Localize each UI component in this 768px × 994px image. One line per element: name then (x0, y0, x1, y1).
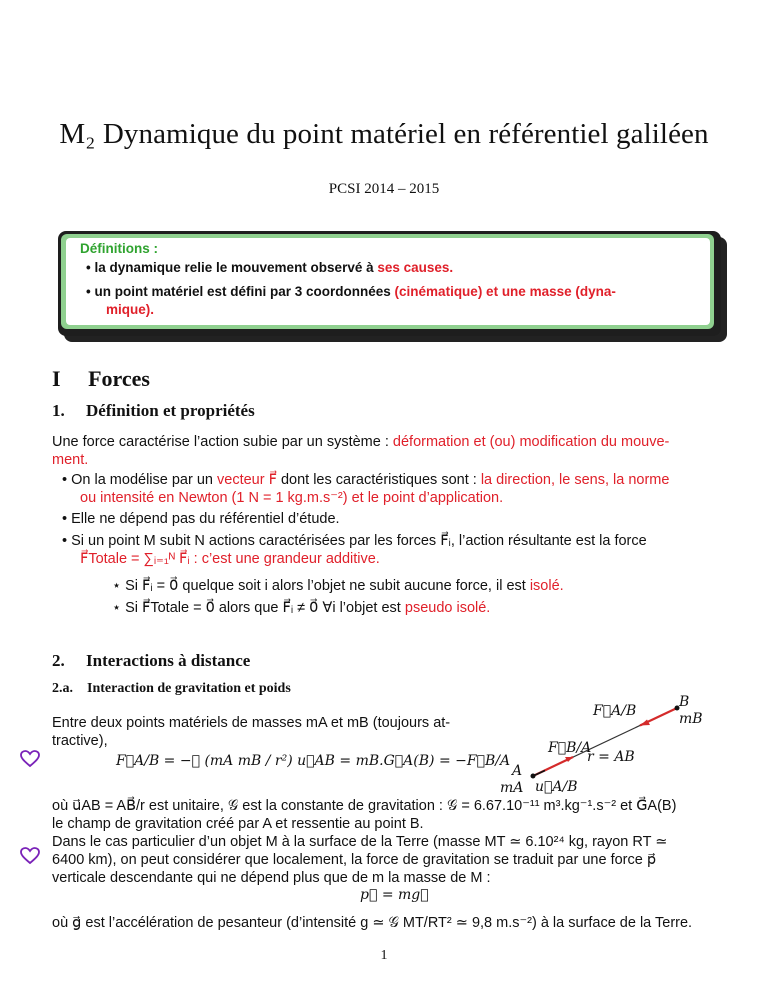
sub-bullet-highlight: pseudo isolé. (404, 600, 491, 616)
sub-bullet-2 (112, 600, 490, 616)
definition-item-2 (86, 282, 616, 302)
definition-item-1 (86, 258, 453, 278)
definition-item-1-text: la dynamique relie le mouvement observé à (94, 260, 378, 275)
paragraph-text: 6400 km), on peut considérer que localement, la force de gravitation se traduit par une force p⃗ (52, 852, 657, 868)
label-unit-vector: u⃗A/B (535, 779, 578, 795)
sub-bullet-text: Si F⃗Totale = 0⃗ alors que F⃗ᵢ ≠ 0⃗ ∀i l’objet est (125, 600, 405, 616)
section-heading (52, 366, 150, 392)
gravitation-explanation (52, 797, 752, 887)
bullet-highlight: vecteur F⃗ (217, 472, 277, 488)
subsubsection-number: 2.a. (52, 681, 73, 696)
page-number: 1 (380, 948, 388, 963)
definition-item-2-cont: mique). (106, 302, 155, 317)
label-force-ab: F⃗A/B (593, 703, 637, 719)
paragraph-text: verticale descendante qui ne dépend plus que de m la masse de M : (52, 870, 491, 886)
sub-bullet-text: Si F⃗ᵢ = 0⃗ quelque soit i alors l’objet ne subit aucune force, il est (125, 578, 530, 594)
subsection-title: Définition et propriétés (86, 401, 255, 420)
definition-item-2-text: un point matériel est défini par 3 coordonnées (94, 284, 395, 299)
label-mass-b: mB (679, 711, 703, 727)
bullet-dot: • (62, 533, 72, 549)
sub-bullet-1 (112, 578, 564, 594)
bullet-text: On la modélise par un (71, 472, 217, 488)
bullet-item-3-cont: F⃗Totale = ∑ᵢ₌₁ᴺ F⃗ᵢ : c’est une grandeur additive. (80, 551, 380, 567)
page-subtitle: PCSI 2014 – 2015 (328, 181, 440, 197)
paragraph-text: où g⃗ est l’accélération de pesanteur (d’intensité (52, 915, 361, 931)
subsubsection-title: Interaction de gravitation et poids (87, 681, 291, 696)
label-point-a: A (512, 763, 523, 779)
bullet-text: dont les caractéristiques sont : (276, 472, 481, 488)
subsection-number: 2. (52, 651, 65, 670)
bullet-item-1-cont: ou intensité en Newton (1 N = 1 kg.m.s⁻²) et le point d’application. (80, 490, 504, 506)
heart-icon (20, 847, 40, 865)
point-a (531, 774, 536, 779)
weight-formula: p⃗ = mg⃗ (360, 887, 429, 903)
paragraph-text: Dans le cas particulier d’un objet M à la surface de la Terre (masse MT ≃ 6.10²⁴ kg, rayon RT ≃ (52, 834, 668, 850)
bullet-text: Elle ne dépend pas du référentiel d’étude. (71, 511, 340, 527)
subsection-title: Interactions à distance (86, 651, 251, 670)
paragraph-text: où u⃗AB = AB⃗/r est unitaire, 𝒢 est la constante de gravitation : 𝒢 = 6.67.10⁻¹¹ m³.kg⁻¹.s⁻² et G⃗A(B) (52, 798, 677, 814)
label-distance: r = AB (587, 749, 635, 765)
bullet-item-2 (62, 511, 340, 527)
paragraph-text: g ≃ 𝒢 MT/RT² ≃ 9,8 m.s⁻²) à la surface de la Terre. (360, 915, 693, 931)
star-icon: ⋆ (112, 578, 126, 594)
star-icon: ⋆ (112, 600, 126, 616)
section-number: I (52, 366, 61, 391)
paragraph-text: le champ de gravitation créé par A et ressentie au point B. (52, 816, 424, 832)
paragraph-text: Entre deux points matériels de masses mA et mB (toujours at- (52, 715, 451, 731)
page-title: M₂ Dynamique du point matériel en référentiel galiléen (59, 118, 709, 150)
paragraph-highlight: déformation et (ou) modification du mouve- (392, 434, 670, 450)
heart-icon (20, 750, 40, 768)
bullet-highlight: la direction, le sens, la norme (480, 472, 670, 488)
definition-item-2-highlight: (cinématique) et une masse (dyna- (394, 284, 616, 299)
subsection-number: 1. (52, 401, 65, 420)
section-title: Forces (88, 366, 150, 391)
bullet-dot: • (62, 472, 72, 488)
sub-bullet-highlight: isolé. (529, 578, 564, 594)
definition-paragraph (52, 433, 722, 469)
bullet-item-3 (62, 533, 722, 549)
subsection-heading-2 (52, 651, 250, 671)
paragraph-text: Une force caractérise l’action subie par un système : (52, 434, 393, 450)
gravitation-intro (52, 714, 502, 750)
paragraph-highlight-cont: ment. (52, 452, 89, 468)
definition-item-1-highlight: ses causes. (377, 260, 454, 275)
subsection-heading-1 (52, 401, 255, 421)
definition-heading: Définitions : (80, 241, 158, 256)
subsubsection-heading (52, 681, 291, 697)
bullet-item-1 (62, 472, 722, 488)
bullet-text: Si un point M subit N actions caractérisées par les forces F⃗ᵢ, l’action résultante est la force (71, 533, 647, 549)
paragraph-text: tractive), (52, 733, 108, 749)
bullet-dot: • (62, 511, 72, 527)
label-point-b: B (679, 694, 690, 710)
gravity-acceleration-sentence (52, 914, 692, 932)
gravitation-formula: F⃗A/B = −𝒢 (mA mB / r²) u⃗AB = mB.G⃗A(B) = −F⃗B/A (116, 753, 511, 769)
bullet-dot: • (86, 260, 95, 275)
label-force-ba: F⃗B/A (548, 740, 592, 756)
bullet-dot: • (86, 284, 95, 299)
label-mass-a: mA (500, 780, 524, 796)
